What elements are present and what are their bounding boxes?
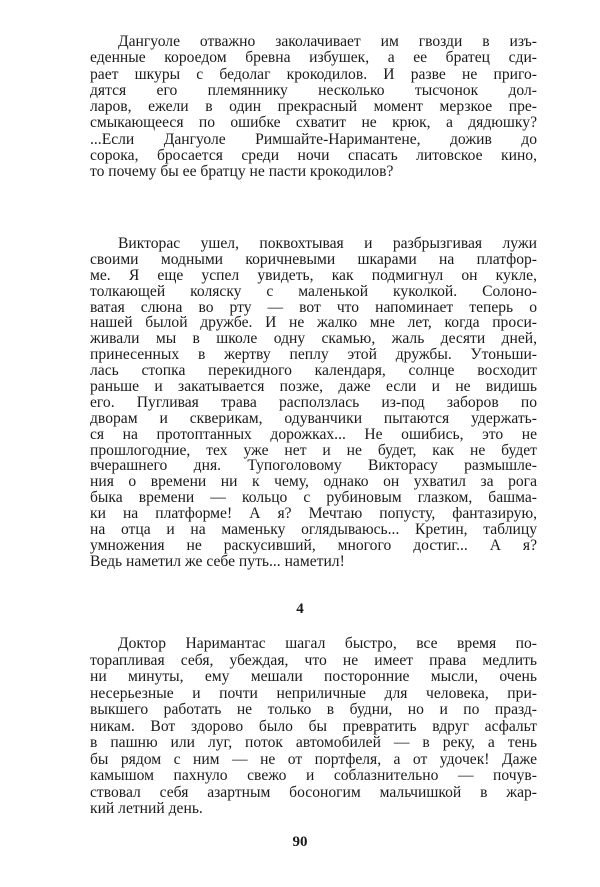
text-line: принесенных в жертву пеплу этой дружбы. Утоньши- xyxy=(90,346,537,364)
text-line: ларов, ежели в один прекрасный момент мерзкое пре- xyxy=(90,98,537,116)
text-line: Викторас ушел, поквохтывая и разбрызгивая лужи xyxy=(118,235,537,252)
text-line: раньше и закатывается позже, даже если и не видишь xyxy=(90,378,537,396)
text-line: живали мы в школе одну скамью, жаль десяти дней, xyxy=(90,330,537,348)
page-number: 90 xyxy=(292,834,308,850)
text-line: то почему бы ее братцу не пасти крокодилов? xyxy=(90,163,394,181)
text-line: лась стопка перекидного календаря, солнце восходит xyxy=(90,362,537,380)
text-line: ватая слюна во рту — вот что напоминает теперь о xyxy=(90,298,537,316)
text-line: камышом пахнуло свежо и соблазнительно — почув- xyxy=(90,767,537,784)
text-line: бы рядом с ним — не от портфеля, а от удочек! Даже xyxy=(90,750,537,768)
text-line: быка времени — кольцо с рубиновым глазком, башма- xyxy=(90,489,537,507)
text-line: ...Если Дангуоле Римшайте-Наримантене, дожив до xyxy=(90,130,537,148)
text-line: ния о времени ни к чему, однако он ухватил за рога xyxy=(90,473,537,491)
text-line: Дангуоле отважно заколачивает им гвозди в изъ- xyxy=(118,33,537,50)
text-line: его. Пугливая трава расползлась из-под заборов по xyxy=(90,393,537,411)
text-line: смыкающееся по ошибке схватит не крюк, а дядюшку? xyxy=(90,114,537,132)
text-line: на отца и на маменьку оглядываюсь... Кретин, таблицу xyxy=(90,521,537,539)
text-line: прошлогодние, тех уже нет и не будет, как не будет xyxy=(90,441,537,459)
text-line: ки на платформе! А я? Мечтаю попусту, фантазирую, xyxy=(90,505,537,523)
text-line: дятся его племяннику несколько тысчонок дол- xyxy=(90,81,537,99)
text-line: вчерашнего дня. Тупоголовому Викторасу размышле- xyxy=(90,457,537,475)
text-line: еденные короедом бревна избушек, а ее братец сди- xyxy=(90,49,537,67)
text-line: несерьезные и почти неприличные для человека, при- xyxy=(90,684,537,702)
text-line: дворам и скверикам, одуванчики пытаются удержать- xyxy=(90,409,537,427)
paragraph-1 xyxy=(90,34,537,181)
text-line: ме. Я еще успел увидеть, как подмигнул он кукле, xyxy=(90,266,537,284)
text-line: Ведь наметил же себе путь... наметил! xyxy=(90,552,345,570)
text-line: ствовал себя азартным босоногим мальчишкой в жар- xyxy=(90,783,537,801)
text-line: ся на протоптанных дорожках... Не ошибись, это не xyxy=(90,425,537,443)
text-line: ни минуты, ему мешали посторонние мысли, очень xyxy=(90,668,537,685)
text-line: торапливая себя, убеждая, что не имеет права медлить xyxy=(90,651,537,669)
text-line: нашей былой дружбе. И не жалко мне лет, когда проси- xyxy=(90,314,537,332)
text-line: Доктор Наримантас шагал быстро, все время по- xyxy=(118,635,537,652)
text-line: толкающей коляску с маленькой куколкой. Солоно- xyxy=(90,282,537,300)
paragraph-3 xyxy=(90,636,537,818)
text-line: сорока, бросается среди ночи спасать литовское кино, xyxy=(90,147,537,165)
text-line: в пашню или луг, поток автомобилей — в реку, а тень xyxy=(90,734,537,751)
text-line: рает шкуры с бедолаг крокодилов. И разве не приго- xyxy=(90,65,537,83)
text-line: умножения не раскусивший, многого достиг... А я? xyxy=(90,536,537,554)
paragraph-2 xyxy=(90,236,537,570)
text-line: кий летний день. xyxy=(90,800,203,817)
chapter-number: 4 xyxy=(296,601,304,617)
text-line: своими модными коричневыми шкарами на платфор- xyxy=(90,250,537,268)
text-line: выкшего работать не только в будни, но и по празд- xyxy=(90,701,537,718)
text-line: никам. Вот здорово было бы превратить вдруг асфальт xyxy=(90,717,537,735)
